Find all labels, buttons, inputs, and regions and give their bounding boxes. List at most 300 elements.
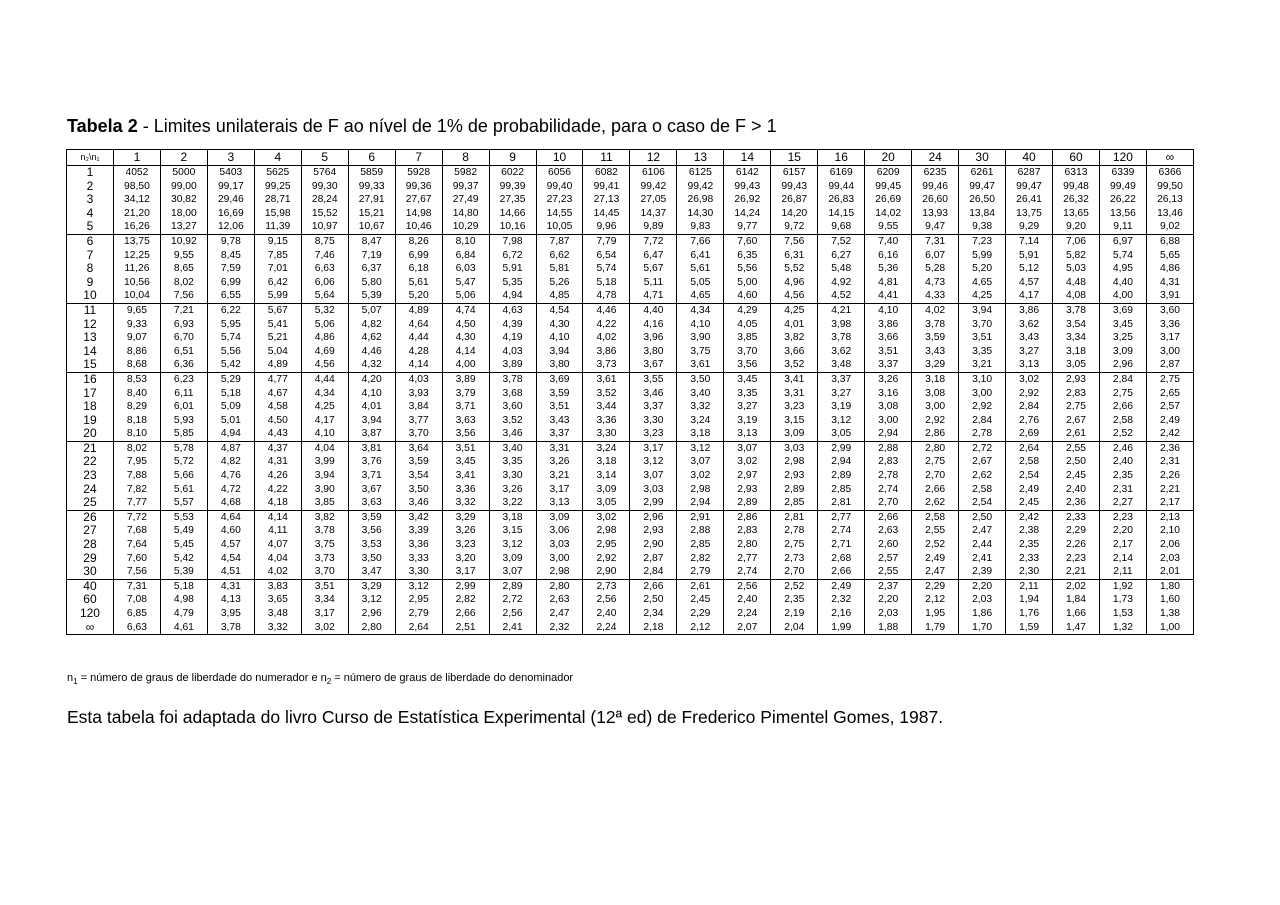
table-cell: 5,67 (254, 303, 301, 317)
table-cell: 6125 (677, 166, 724, 180)
table-cell: 3,13 (536, 496, 583, 510)
table-cell: 3,60 (489, 400, 536, 414)
table-cell: 1,95 (912, 607, 959, 621)
table-cell: 2,29 (1053, 524, 1100, 538)
table-cell: 2,52 (912, 538, 959, 552)
table-cell: 4,56 (771, 289, 818, 303)
table-cell: 3,78 (301, 524, 348, 538)
table-cell: 11,39 (254, 220, 301, 234)
table-cell: 3,82 (301, 510, 348, 524)
table-cell: 3,18 (489, 510, 536, 524)
row-header: 8 (67, 262, 114, 276)
table-cell: 13,46 (1146, 207, 1193, 221)
table-cell: 2,72 (489, 593, 536, 607)
table-cell: 4,00 (442, 358, 489, 372)
table-cell: 99,25 (254, 180, 301, 194)
table-cell: 28,71 (254, 193, 301, 207)
table-cell: 6,72 (489, 249, 536, 263)
table-cell: 2,92 (959, 400, 1006, 414)
table-row (67, 220, 1194, 234)
table-cell: 2,67 (1053, 414, 1100, 428)
table-cell: 2,57 (865, 552, 912, 566)
table-cell: 5,81 (536, 262, 583, 276)
table-cell: 2,96 (1099, 358, 1146, 372)
table-cell: 18,00 (160, 207, 207, 221)
table-cell: 2,78 (959, 427, 1006, 441)
table-cell: 4,22 (583, 318, 630, 332)
table-cell: 13,65 (1053, 207, 1100, 221)
table-cell: 4,72 (207, 483, 254, 497)
table-cell: 3,23 (630, 427, 677, 441)
table-cell: 2,87 (630, 552, 677, 566)
table-cell: 3,45 (724, 372, 771, 386)
table-cell: 3,33 (395, 552, 442, 566)
table-cell: 4,32 (348, 358, 395, 372)
table-cell: 5,39 (348, 289, 395, 303)
table-cell: 3,08 (865, 400, 912, 414)
table-cell: 2,60 (865, 538, 912, 552)
table-cell: 4,30 (536, 318, 583, 332)
table-row (67, 331, 1194, 345)
table-row (67, 318, 1194, 332)
table-cell: 2,11 (1006, 579, 1053, 593)
table-cell: 2,01 (1146, 565, 1193, 579)
table-cell: 5,56 (207, 345, 254, 359)
table-cell: 2,38 (1006, 524, 1053, 538)
table-cell: 3,84 (395, 400, 442, 414)
table-cell: 7,87 (536, 234, 583, 248)
table-cell: 3,13 (1006, 358, 1053, 372)
table-cell: 4,08 (1053, 289, 1100, 303)
table-cell: 15,52 (301, 207, 348, 221)
table-cell: 5,07 (348, 303, 395, 317)
table-cell: 3,12 (630, 455, 677, 469)
table-cell: 2,40 (1053, 483, 1100, 497)
table-cell: 4,69 (301, 345, 348, 359)
table-cell: 2,63 (536, 593, 583, 607)
table-cell: 14,80 (442, 207, 489, 221)
f-distribution-table (66, 149, 1194, 635)
table-cell: 5,09 (207, 400, 254, 414)
table-cell: 3,52 (771, 358, 818, 372)
table-cell: 3,43 (536, 414, 583, 428)
table-cell: 99,47 (1006, 180, 1053, 194)
table-row (67, 234, 1194, 248)
table-cell: 8,45 (207, 249, 254, 263)
table-cell: 1,59 (1006, 621, 1053, 635)
table-cell: 2,73 (771, 552, 818, 566)
table-cell: 3,00 (912, 400, 959, 414)
table-cell: 2,32 (818, 593, 865, 607)
table-cell: 4,14 (442, 345, 489, 359)
table-cell: 3,18 (1053, 345, 1100, 359)
table-cell: 2,77 (818, 510, 865, 524)
table-row (67, 552, 1194, 566)
table-cell: 2,17 (1146, 496, 1193, 510)
column-header: 120 (1099, 150, 1146, 166)
table-cell: 2,20 (1099, 524, 1146, 538)
table-cell: 5,29 (207, 372, 254, 386)
table-cell: 4,98 (160, 593, 207, 607)
table-cell: 3,54 (1053, 318, 1100, 332)
row-header: 29 (67, 552, 114, 566)
table-cell: 7,52 (818, 234, 865, 248)
row-header: 40 (67, 579, 114, 593)
table-cell: 6169 (818, 166, 865, 180)
table-cell: 4,86 (1146, 262, 1193, 276)
table-cell: 1,73 (1099, 593, 1146, 607)
table-cell: 8,02 (160, 276, 207, 290)
table-title (67, 116, 777, 137)
table-cell: 3,78 (1053, 303, 1100, 317)
table-cell: 5,78 (160, 441, 207, 455)
table-cell: 10,97 (301, 220, 348, 234)
table-cell: 4,74 (442, 303, 489, 317)
table-cell: 2,80 (536, 579, 583, 593)
table-cell: 2,29 (912, 579, 959, 593)
table-cell: 9,96 (583, 220, 630, 234)
table-cell: 2,41 (489, 621, 536, 635)
table-cell: 3,05 (818, 427, 865, 441)
table-cell: 3,51 (959, 331, 1006, 345)
table-row (67, 400, 1194, 414)
table-cell: 4,73 (912, 276, 959, 290)
row-header: 9 (67, 276, 114, 290)
table-row (67, 387, 1194, 401)
column-header: 6 (348, 150, 395, 166)
table-cell: 26,50 (959, 193, 1006, 207)
table-cell: 5,91 (1006, 249, 1053, 263)
table-cell: 2,70 (865, 496, 912, 510)
table-cell: 5,85 (160, 427, 207, 441)
table-cell: 3,42 (395, 510, 442, 524)
table-cell: 4,14 (254, 510, 301, 524)
table-cell: 12,25 (113, 249, 160, 263)
table-cell: 2,50 (1053, 455, 1100, 469)
table-cell: 3,03 (771, 441, 818, 455)
table-cell: 5,05 (677, 276, 724, 290)
row-header: 1 (67, 166, 114, 180)
row-header: 5 (67, 220, 114, 234)
table-cell: 7,56 (771, 234, 818, 248)
table-cell: 2,78 (771, 524, 818, 538)
table-cell: 2,56 (583, 593, 630, 607)
table-cell: 14,24 (724, 207, 771, 221)
table-cell: 4,34 (677, 303, 724, 317)
table-cell: 3,17 (442, 565, 489, 579)
table-cell: 8,26 (395, 234, 442, 248)
table-cell: 6,63 (301, 262, 348, 276)
row-header: 15 (67, 358, 114, 372)
table-cell: 13,56 (1099, 207, 1146, 221)
table-cell: 5,49 (160, 524, 207, 538)
table-cell: 8,53 (113, 372, 160, 386)
table-cell: 3,40 (677, 387, 724, 401)
table-cell: 3,50 (348, 552, 395, 566)
table-cell: 7,85 (254, 249, 301, 263)
table-cell: 5,61 (395, 276, 442, 290)
table-cell: 3,86 (865, 318, 912, 332)
table-cell: 3,82 (771, 331, 818, 345)
table-cell: 6,99 (395, 249, 442, 263)
table-cell: 4,50 (442, 318, 489, 332)
table-cell: 2,63 (865, 524, 912, 538)
table-cell: 2,95 (395, 593, 442, 607)
table-title-rest: - Limites unilaterais de F ao nível de 1% de probabilidade, para o caso de F > 1 (137, 116, 777, 136)
table-cell: 4,79 (160, 607, 207, 621)
table-cell: 8,10 (442, 234, 489, 248)
table-cell: 4,29 (724, 303, 771, 317)
table-cell: 16,26 (113, 220, 160, 234)
table-cell: 6,47 (630, 249, 677, 263)
row-header: 21 (67, 441, 114, 455)
table-cell: 4,19 (489, 331, 536, 345)
table-cell: 7,98 (489, 234, 536, 248)
table-cell: 3,21 (959, 358, 1006, 372)
table-cell: 3,73 (583, 358, 630, 372)
table-cell: 2,79 (395, 607, 442, 621)
table-cell: 2,23 (1053, 552, 1100, 566)
table-cell: 3,41 (771, 372, 818, 386)
table-cell: 2,49 (818, 579, 865, 593)
footnote (67, 672, 573, 686)
table-cell: 3,94 (348, 414, 395, 428)
footnote-text1: = número de graus de liberdade do numerador e n (77, 672, 327, 684)
column-header: 4 (254, 150, 301, 166)
table-cell: 2,98 (536, 565, 583, 579)
table-cell: 5,18 (583, 276, 630, 290)
table-cell: 3,90 (301, 483, 348, 497)
table-cell: 4,31 (207, 579, 254, 593)
table-cell: 13,93 (912, 207, 959, 221)
column-header: 60 (1053, 150, 1100, 166)
table-row (67, 621, 1194, 635)
table-cell: 2,33 (1053, 510, 1100, 524)
table-row (67, 538, 1194, 552)
table-row (67, 510, 1194, 524)
table-cell: 2,94 (677, 496, 724, 510)
table-cell: 5,06 (301, 318, 348, 332)
table-cell: 4,31 (1146, 276, 1193, 290)
table-cell: 7,08 (113, 593, 160, 607)
table-cell: 9,38 (959, 220, 1006, 234)
table-cell: 5,18 (207, 387, 254, 401)
table-cell: 2,87 (1146, 358, 1193, 372)
table-cell: 5982 (442, 166, 489, 180)
table-cell: 8,47 (348, 234, 395, 248)
table-cell: 4,02 (583, 331, 630, 345)
table-cell: 2,68 (818, 552, 865, 566)
table-cell: 6,41 (677, 249, 724, 263)
table-cell: 3,21 (536, 469, 583, 483)
table-row (67, 289, 1194, 303)
table-cell: 2,23 (1099, 510, 1146, 524)
table-cell: 99,46 (912, 180, 959, 194)
table-cell: 3,94 (301, 469, 348, 483)
table-row (67, 276, 1194, 290)
table-row (67, 441, 1194, 455)
column-header: 14 (724, 150, 771, 166)
table-cell: 4,28 (395, 345, 442, 359)
table-cell: 5,00 (724, 276, 771, 290)
table-cell: 9,29 (1006, 220, 1053, 234)
table-cell: 4,41 (865, 289, 912, 303)
table-cell: 3,67 (630, 358, 677, 372)
table-cell: 4,10 (348, 387, 395, 401)
table-cell: 2,64 (395, 621, 442, 635)
table-cell: 3,64 (395, 441, 442, 455)
table-cell: 14,66 (489, 207, 536, 221)
table-cell: 4,05 (724, 318, 771, 332)
table-cell: 2,86 (724, 510, 771, 524)
table-cell: 4,85 (536, 289, 583, 303)
table-cell: 3,89 (442, 372, 489, 386)
table-cell: 3,19 (724, 414, 771, 428)
table-cell: 2,24 (583, 621, 630, 635)
table-row (67, 262, 1194, 276)
table-cell: 2,30 (1006, 565, 1053, 579)
footnote-sub1: 1 (73, 677, 78, 687)
table-cell: 4,33 (912, 289, 959, 303)
column-header: 24 (912, 150, 959, 166)
table-cell: 4,61 (160, 621, 207, 635)
table-cell: 6,18 (395, 262, 442, 276)
table-cell: 3,23 (442, 538, 489, 552)
table-cell: 26,98 (677, 193, 724, 207)
table-cell: 3,09 (771, 427, 818, 441)
table-cell: 3,81 (348, 441, 395, 455)
table-cell: 3,70 (301, 565, 348, 579)
column-header: 2 (160, 150, 207, 166)
table-cell: 6,85 (113, 607, 160, 621)
table-cell: 6142 (724, 166, 771, 180)
row-header: 12 (67, 318, 114, 332)
table-cell: 3,20 (442, 552, 489, 566)
table-cell: 2,37 (865, 579, 912, 593)
table-cell: 3,43 (1006, 331, 1053, 345)
table-cell: 4,65 (677, 289, 724, 303)
table-cell: 5,99 (959, 249, 1006, 263)
table-cell: 2,70 (771, 565, 818, 579)
row-header: 28 (67, 538, 114, 552)
table-cell: 1,88 (865, 621, 912, 635)
table-cell: 3,67 (348, 483, 395, 497)
table-cell: 3,43 (912, 345, 959, 359)
table-cell: 3,34 (1053, 331, 1100, 345)
table-row (67, 455, 1194, 469)
table-cell: 3,89 (489, 358, 536, 372)
table-cell: 5,01 (207, 414, 254, 428)
table-cell: 5625 (254, 166, 301, 180)
table-cell: 99,43 (771, 180, 818, 194)
table-cell: 3,55 (630, 372, 677, 386)
table-cell: 4,64 (207, 510, 254, 524)
table-cell: 3,78 (818, 331, 865, 345)
table-cell: 3,09 (489, 552, 536, 566)
table-cell: 26,83 (818, 193, 865, 207)
table-cell: 2,47 (912, 565, 959, 579)
table-cell: 6,62 (536, 249, 583, 263)
table-cell: 6082 (583, 166, 630, 180)
table-cell: 3,30 (583, 427, 630, 441)
table-cell: 2,45 (1006, 496, 1053, 510)
table-cell: 2,58 (1006, 455, 1053, 469)
table-cell: 2,61 (677, 579, 724, 593)
table-cell: 6,51 (160, 345, 207, 359)
table-row (67, 427, 1194, 441)
footnote-n1: n (67, 672, 74, 684)
table-cell: 3,26 (865, 372, 912, 386)
table-cell: 5,66 (160, 469, 207, 483)
table-cell: 2,31 (1146, 455, 1193, 469)
table-cell: 3,17 (1146, 331, 1193, 345)
table-cell: 5403 (207, 166, 254, 180)
table-cell: 99,42 (630, 180, 677, 194)
table-cell: 6339 (1099, 166, 1146, 180)
table-cell: 3,32 (677, 400, 724, 414)
table-cell: 1,53 (1099, 607, 1146, 621)
table-cell: 2,75 (1146, 372, 1193, 386)
table-cell: 3,30 (489, 469, 536, 483)
column-header: 8 (442, 150, 489, 166)
table-cell: 7,72 (113, 510, 160, 524)
table-cell: 4,10 (865, 303, 912, 317)
table-cell: 4,81 (865, 276, 912, 290)
table-cell: 3,70 (724, 345, 771, 359)
table-cell: 3,39 (395, 524, 442, 538)
table-cell: 9,78 (207, 234, 254, 248)
table-cell: 5,45 (160, 538, 207, 552)
table-cell: 6,01 (160, 400, 207, 414)
table-cell: 3,23 (771, 400, 818, 414)
table-cell: 3,78 (912, 318, 959, 332)
column-header: 3 (207, 150, 254, 166)
table-cell: 4,82 (207, 455, 254, 469)
table-cell: 8,40 (113, 387, 160, 401)
row-header: 60 (67, 593, 114, 607)
table-cell: 4,16 (630, 318, 677, 332)
table-cell: 2,75 (771, 538, 818, 552)
table-cell: 10,67 (348, 220, 395, 234)
table-cell: 4,10 (536, 331, 583, 345)
table-cell: 3,03 (536, 538, 583, 552)
table-cell: 3,61 (583, 372, 630, 386)
table-cell: 4,62 (348, 331, 395, 345)
table-cell: 6,11 (160, 387, 207, 401)
table-cell: 2,55 (1053, 441, 1100, 455)
table-cell: 4,60 (207, 524, 254, 538)
table-cell: 26,92 (724, 193, 771, 207)
table-cell: 2,66 (630, 579, 677, 593)
table-cell: 1,32 (1099, 621, 1146, 635)
column-header: 15 (771, 150, 818, 166)
table-cell: 6,42 (254, 276, 301, 290)
table-cell: 9,15 (254, 234, 301, 248)
row-header: 25 (67, 496, 114, 510)
table-cell: 4,58 (254, 400, 301, 414)
table-cell: 4,44 (395, 331, 442, 345)
table-cell: 1,80 (1146, 579, 1193, 593)
table-cell: 2,54 (959, 496, 1006, 510)
row-header: 120 (67, 607, 114, 621)
table-cell: 3,48 (818, 358, 865, 372)
footnote-sub2: 2 (326, 677, 332, 687)
table-cell: 99,40 (536, 180, 583, 194)
table-cell: 27,05 (630, 193, 677, 207)
table-cell: 3,10 (959, 372, 1006, 386)
table-cell: 8,75 (301, 234, 348, 248)
table-cell: 9,89 (630, 220, 677, 234)
